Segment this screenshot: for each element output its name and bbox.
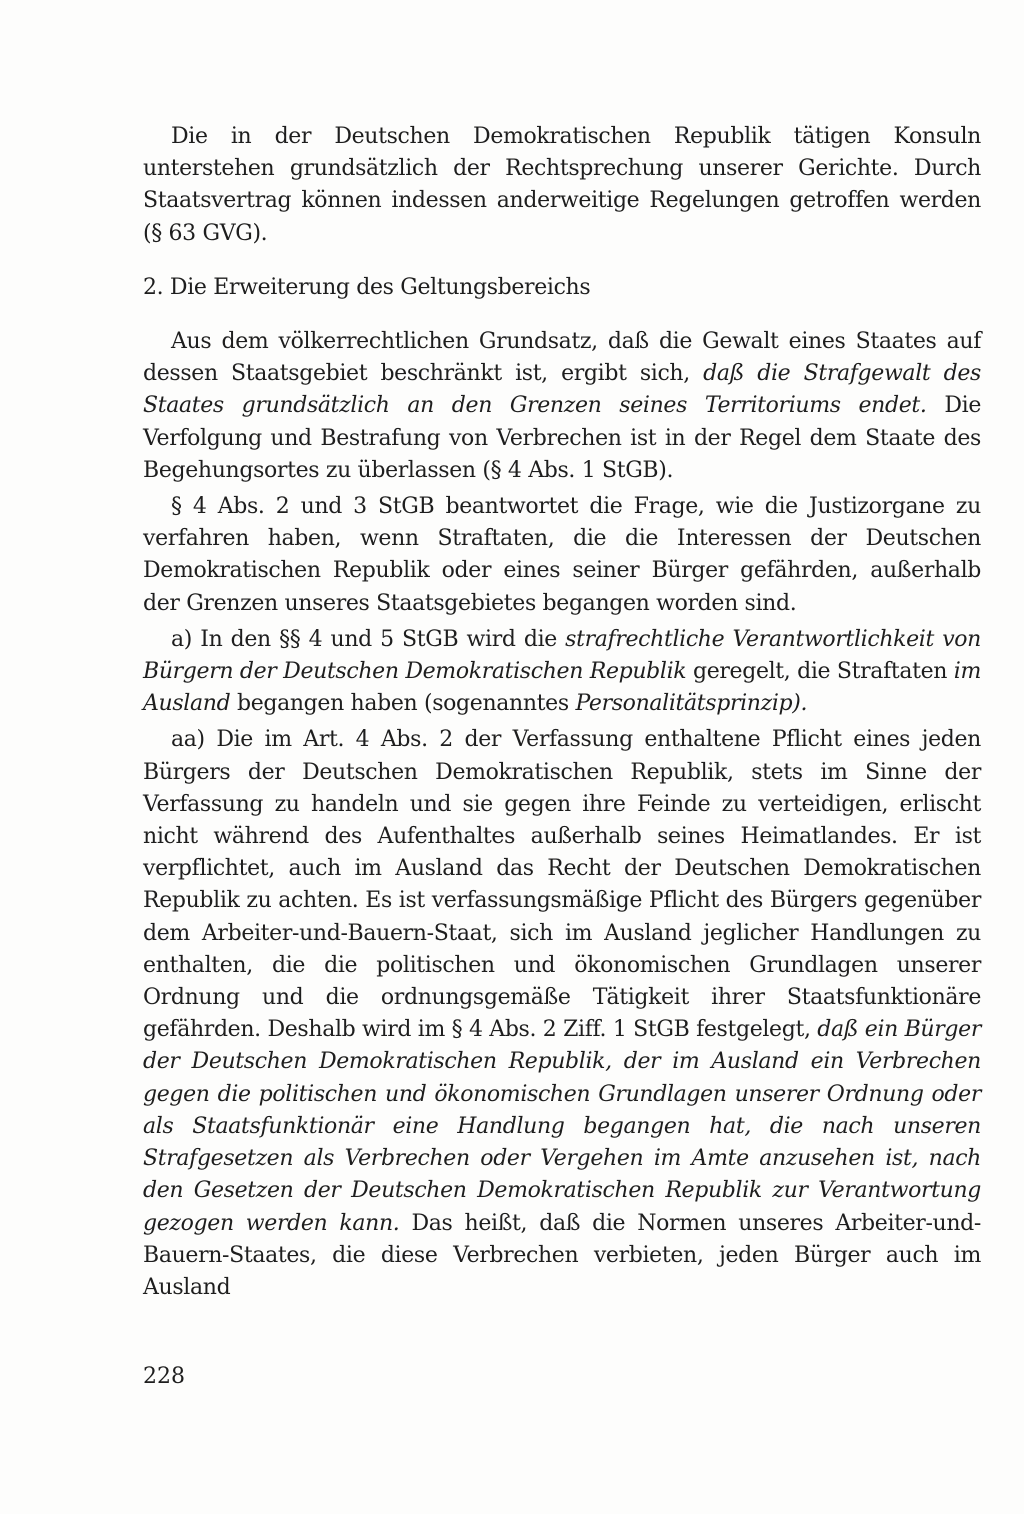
text-segment: aa) Die im Art. 4 Abs. 2 der Verfassung enthaltene Pflicht eines jeden Bürgers der Deutschen Demokratischen Republik, stets im Sinne der Verfassung zu handeln und sie gegen ihre Feinde zu verteidigen, erlischt nicht während des Aufenthaltes außerhalb seines Heimatlandes. Er ist verpflichtet, auch im Ausland das Recht der Deutschen Demokratischen Republik zu achten. Es ist verfassungsmäßige Pflicht des Bürgers gegenüber dem Arbeiter-und-Bauern-Staat, sich im Ausland jeglicher Handlungen zu enthalten, die die politischen und ökonomischen Grundlagen unserer Ordnung und die ordnungsgemäße Tätigkeit ihrer Staatsfunktionäre gefährden. Deshalb wird im § 4 Abs. 2 Ziff. 1 StGB festgelegt, bbox=[143, 727, 981, 1043]
paragraph-section-4 bbox=[143, 491, 981, 620]
text-segment: geregelt, die Straftaten bbox=[686, 659, 954, 685]
page-body bbox=[143, 121, 981, 1308]
paragraph-consuls bbox=[143, 121, 981, 250]
text-segment: Aus dem völkerrechtlichen Grundsatz, daß die Gewalt eines Staates auf dessen Staatsgebiet beschränkt ist, ergibt sich, bbox=[143, 329, 981, 387]
emphasis-segment: im Ausland bbox=[143, 659, 981, 717]
text-segment: Das heißt, daß die Normen unseres Arbeiter-und-Bauern-Staates, die diese Verbrechen verbieten, jeden Bürger auch im Ausland bbox=[143, 1210, 981, 1300]
text-segment: a) In den §§ 4 und 5 StGB wird die bbox=[171, 626, 566, 652]
text-segment: begangen haben (sogenanntes bbox=[230, 691, 576, 717]
emphasis-segment: Personalitätsprinzip). bbox=[575, 691, 808, 717]
text-segment: § 4 Abs. 2 und 3 StGB beantwortet die Frage, wie die Justizorgane zu verfahren haben, wenn Straftaten, die die Interessen der Deutschen Demokratischen Republik oder eines seiner Bürger gefährden, außerhalb der Grenzen unseres Staatsgebietes begangen worden sind. bbox=[143, 494, 981, 616]
section-heading bbox=[143, 272, 981, 304]
emphasis-segment: strafrechtliche Verantwortlichkeit von Bürgern der Deutschen Demokratischen Republik bbox=[143, 626, 982, 685]
paragraph-a bbox=[143, 624, 981, 721]
emphasis-segment: daß ein Bürger der Deutschen Demokratischen Republik, der im Ausland ein Verbrechen gegen die politischen und ökonomischen Grundlagen unserer Ordnung oder als Staatsfunktionär eine Handlung begangen hat, die nach unseren Strafgesetzen als Verbrechen oder Vergehen im Amte anzusehen ist, nach den Gesetzen der Deutschen Demokratischen Republik zur Verantwortung gezogen werden kann. bbox=[143, 1017, 981, 1236]
paragraph-territorial-principle bbox=[143, 326, 981, 487]
section-heading-text: 2. Die Erweiterung des Geltungsbereichs bbox=[143, 274, 591, 300]
text-segment: Die in der Deutschen Demokratischen Republik tätigen Konsuln unterstehen grundsätzlich der Rechtsprechung unserer Gerichte. Durch Staatsvertrag können indessen anderweitige Regelungen getroffen werden (§ 63 GVG). bbox=[143, 124, 981, 246]
paragraph-aa bbox=[143, 724, 981, 1304]
page-number: 228 bbox=[143, 1364, 185, 1389]
emphasis-segment: daß die Strafgewalt des Staates grundsätzlich an den Grenzen seines Territoriums endet. bbox=[143, 361, 981, 419]
text-segment: Die Verfolgung und Bestrafung von Verbrechen ist in der Regel dem Staate des Begehungsortes zu überlassen (§ 4 Abs. 1 StGB). bbox=[143, 393, 981, 483]
